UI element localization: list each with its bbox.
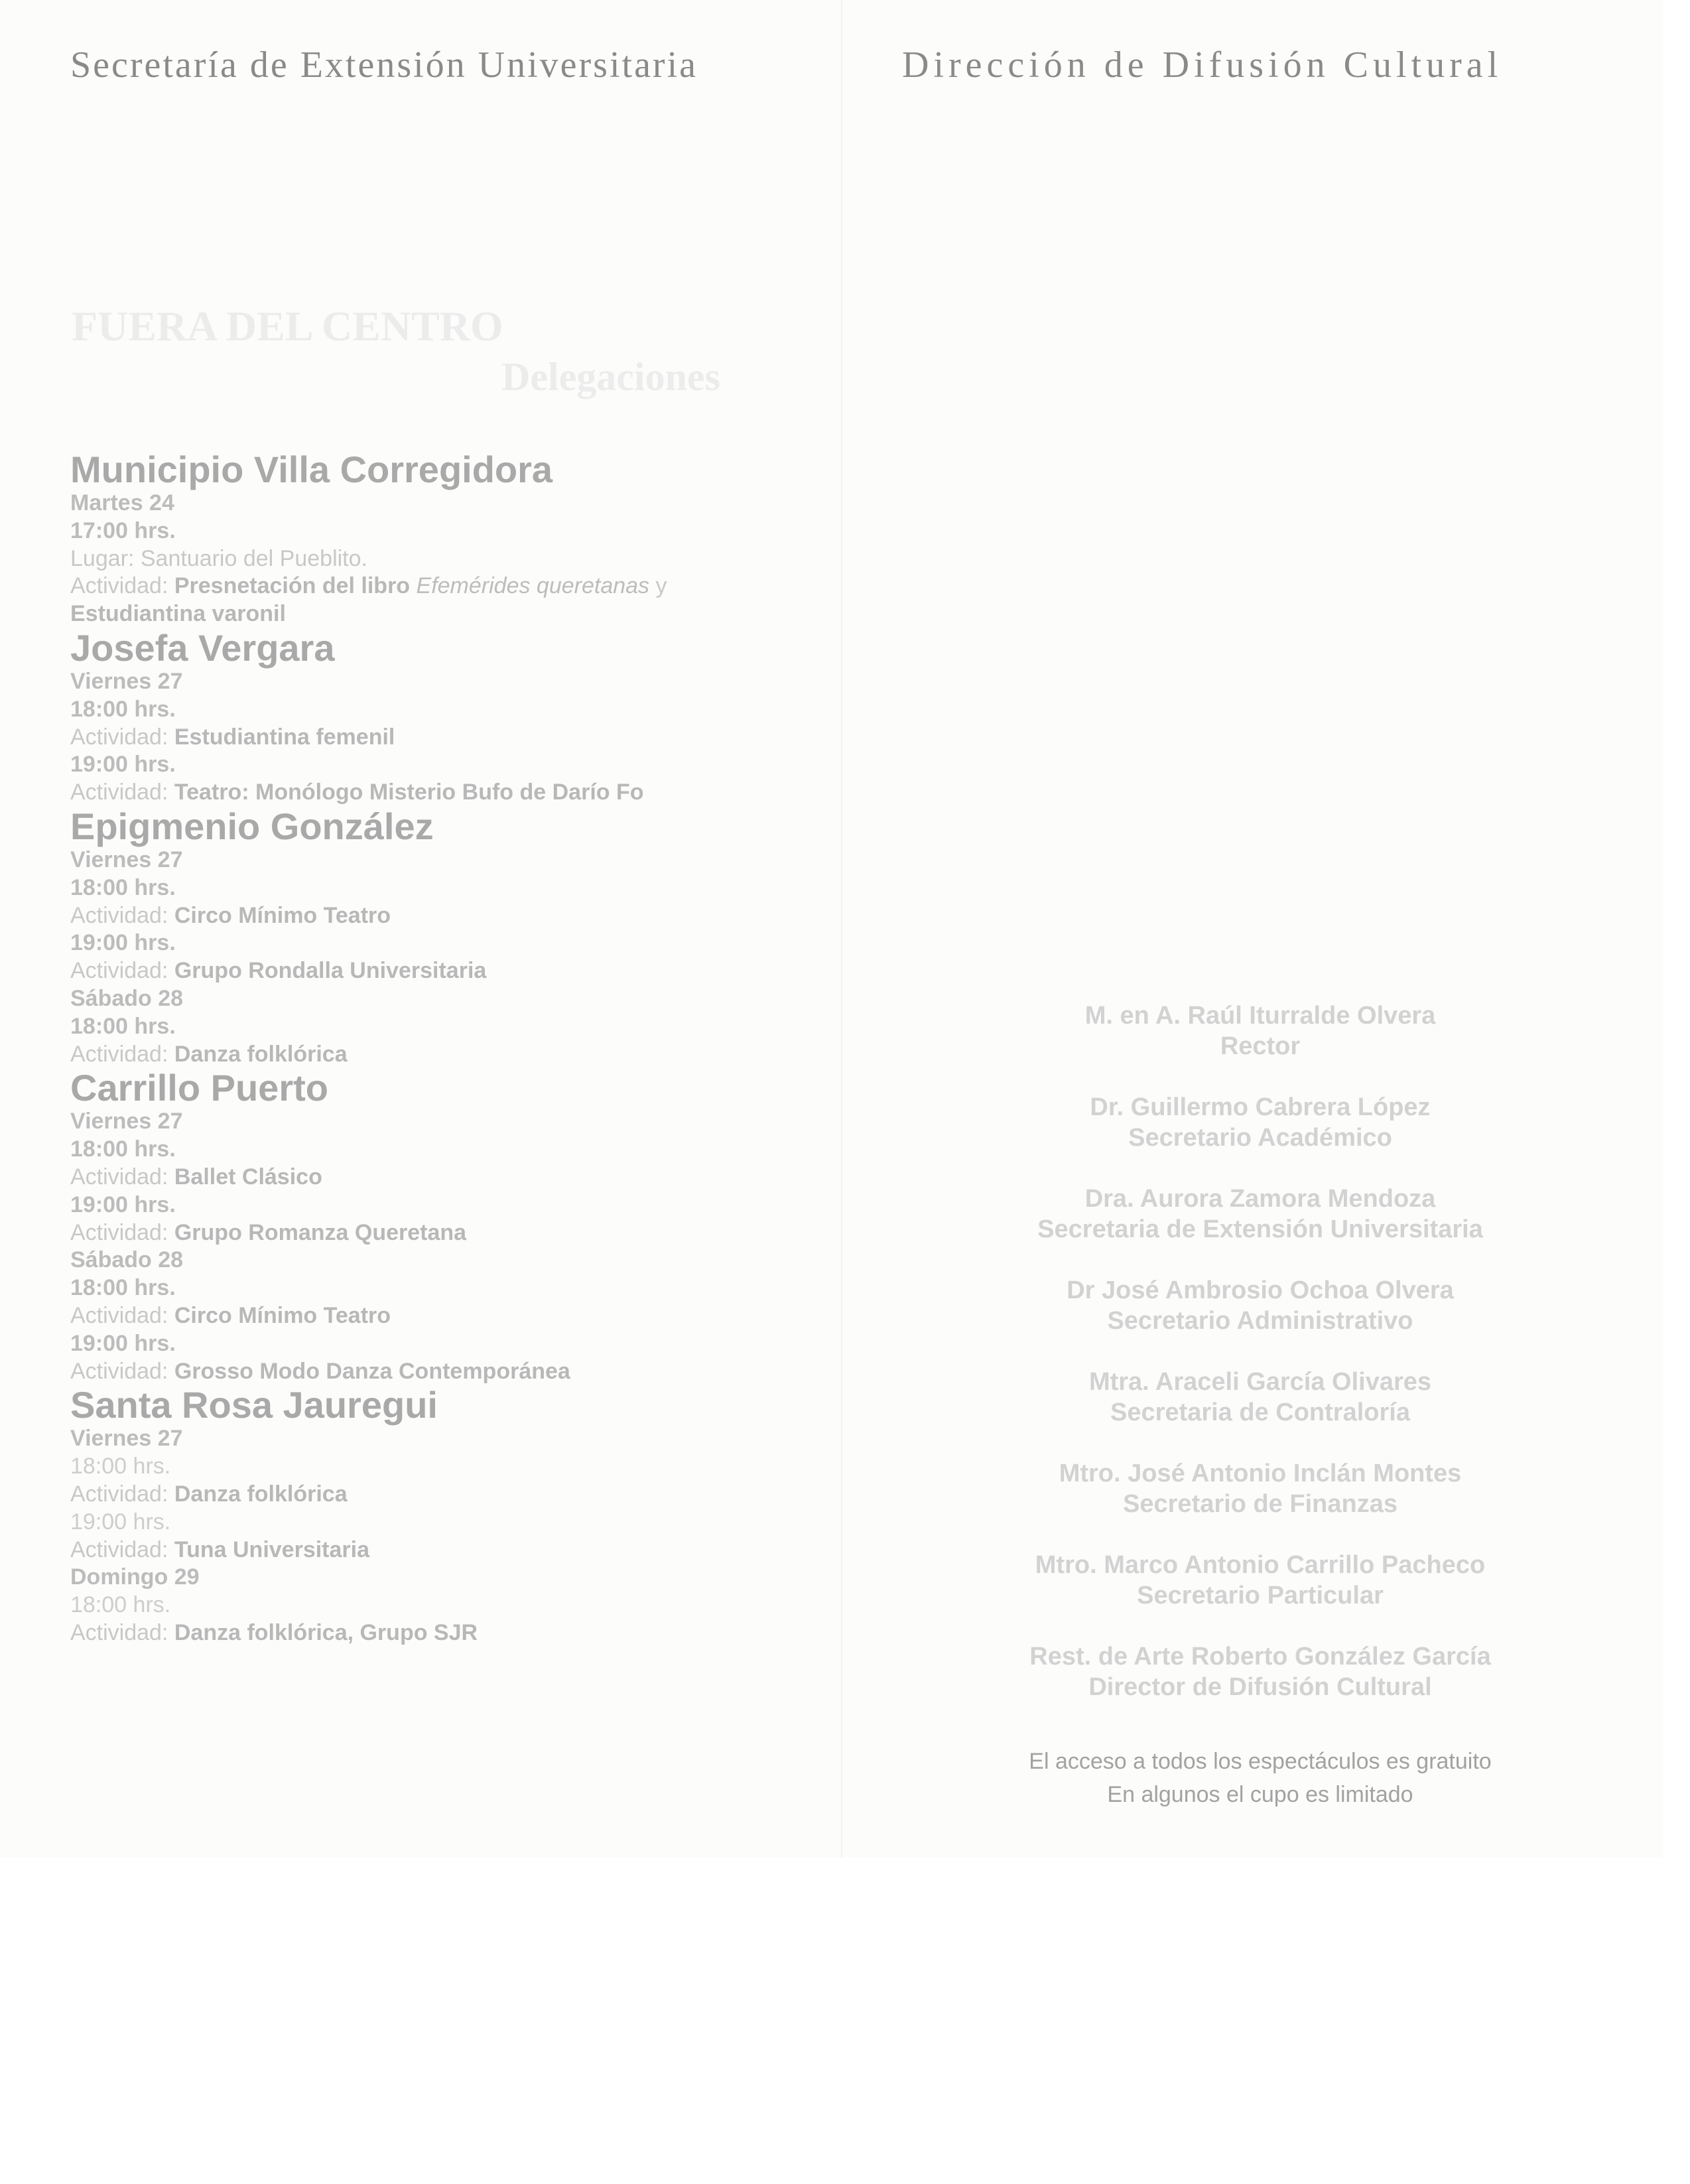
activity-label: Actividad: xyxy=(70,1536,174,1562)
venue-name: Municipio Villa Corregidora xyxy=(70,448,553,490)
venue-block-villa-corregidora xyxy=(70,450,813,628)
official-entry xyxy=(995,1275,1526,1336)
fold-line xyxy=(841,0,842,1858)
official-role: Rector xyxy=(1220,1032,1301,1060)
event-activity xyxy=(70,1164,813,1192)
event-activity xyxy=(70,902,813,930)
event-activity xyxy=(70,1536,813,1564)
venue-block-josefa-vergara xyxy=(70,628,813,807)
venue-name: Carrillo Puerto xyxy=(70,1067,328,1109)
official-name: Dr José Ambrosio Ochoa Olvera xyxy=(1067,1276,1454,1304)
book-title: Efemérides queretanas xyxy=(416,573,650,599)
official-name: Mtro. José Antonio Inclán Montes xyxy=(1059,1460,1462,1487)
event-activity xyxy=(70,1358,813,1386)
official-role: Secretario Académico xyxy=(1128,1124,1392,1152)
event-activity xyxy=(70,779,813,807)
event-day: Viernes 27 xyxy=(70,847,183,872)
official-entry xyxy=(995,1641,1526,1702)
activity-label: Actividad: xyxy=(70,780,174,805)
officials-list xyxy=(995,1000,1526,1733)
event-day: Sábado 28 xyxy=(70,985,184,1011)
activity-label: Actividad: xyxy=(70,1481,174,1507)
activity-label: Actividad: xyxy=(70,573,174,599)
activity-value: Grosso Modo Danza Contemporánea xyxy=(174,1358,570,1384)
official-role: Secretaria de Contraloría xyxy=(1110,1399,1410,1426)
activity-value: Circo Mínimo Teatro xyxy=(174,1302,391,1328)
activity-value: Danza folklórica xyxy=(174,1041,348,1067)
event-time: 18:00 hrs. xyxy=(70,1592,171,1618)
activity-label: Actividad: xyxy=(70,1041,174,1067)
official-name: Mtra. Araceli García Olivares xyxy=(1088,1368,1432,1396)
official-entry xyxy=(995,1367,1526,1428)
event-activity xyxy=(70,1302,813,1330)
schedule xyxy=(70,450,813,1647)
official-name: Dra. Aurora Zamora Mendoza xyxy=(1084,1185,1436,1213)
event-activity xyxy=(70,1219,813,1247)
official-role: Secretario Particular xyxy=(1137,1582,1384,1609)
activity-label: Actividad: xyxy=(70,1619,174,1645)
official-entry xyxy=(995,1000,1526,1061)
activity-label: Actividad: xyxy=(70,902,174,928)
activity-conjunction: y xyxy=(649,573,667,599)
event-day: Domingo 29 xyxy=(70,1564,200,1590)
venue-name: Josefa Vergara xyxy=(70,626,335,669)
event-activity-continued xyxy=(70,600,813,628)
event-time: 18:00 hrs. xyxy=(70,1013,176,1039)
activity-value: Tuna Universitaria xyxy=(174,1536,369,1562)
activity-value: Estudiantina varonil xyxy=(70,601,286,627)
event-day: Viernes 27 xyxy=(70,1109,183,1134)
official-entry xyxy=(995,1092,1526,1153)
event-activity xyxy=(70,1481,813,1509)
access-note-line: El acceso a todos los espectáculos es gratuito xyxy=(1029,1749,1492,1774)
official-name: Mtro. Marco Antonio Carrillo Pacheco xyxy=(1035,1551,1486,1579)
event-time: 19:00 hrs. xyxy=(70,930,176,956)
event-day: Sábado 28 xyxy=(70,1247,184,1273)
activity-value: Estudiantina femenil xyxy=(174,724,395,750)
event-time: 18:00 hrs. xyxy=(70,874,176,900)
venue-name: Epigmenio González xyxy=(70,805,434,847)
activity-value: Grupo Romanza Queretana xyxy=(174,1219,467,1245)
event-activity xyxy=(70,724,813,752)
header-right: Dirección de Difusión Cultural xyxy=(902,44,1503,86)
official-name: Dr. Guillermo Cabrera López xyxy=(1090,1093,1431,1121)
official-name: Rest. de Arte Roberto González García xyxy=(1029,1643,1491,1671)
official-role: Secretario Administrativo xyxy=(1107,1307,1413,1335)
official-entry xyxy=(995,1184,1526,1245)
event-time: 18:00 hrs. xyxy=(70,1275,176,1301)
event-time: 18:00 hrs. xyxy=(70,1454,171,1479)
official-role: Secretaria de Extensión Universitaria xyxy=(1037,1215,1483,1243)
event-time: 19:00 hrs. xyxy=(70,1330,176,1356)
activity-label: Actividad: xyxy=(70,1164,174,1190)
event-time: 18:00 hrs. xyxy=(70,696,176,722)
activity-value: Circo Mínimo Teatro xyxy=(174,902,391,928)
event-time: 19:00 hrs. xyxy=(70,1509,171,1535)
access-note xyxy=(995,1745,1526,1811)
venue-name: Santa Rosa Jauregui xyxy=(70,1384,438,1426)
official-entry xyxy=(995,1458,1526,1519)
event-time: 17:00 hrs. xyxy=(70,517,176,543)
activity-value: Presnetación del libro xyxy=(174,573,417,599)
section-subtitle: Delegaciones xyxy=(501,355,720,399)
event-time: 18:00 hrs. xyxy=(70,1136,176,1162)
venue-block-carrillo-puerto xyxy=(70,1068,813,1385)
event-time: 19:00 hrs. xyxy=(70,1192,176,1217)
venue-block-santa-rosa-jauregui xyxy=(70,1385,813,1647)
venue-block-epigmenio-gonzalez xyxy=(70,807,813,1068)
official-name: M. en A. Raúl Iturralde Olvera xyxy=(1084,1002,1436,1030)
event-activity xyxy=(70,957,813,985)
official-role: Director de Difusión Cultural xyxy=(1088,1673,1432,1701)
activity-label: Actividad: xyxy=(70,1219,174,1245)
activity-value: Danza folklórica, Grupo SJR xyxy=(174,1619,478,1645)
event-time: 19:00 hrs. xyxy=(70,752,176,778)
activity-value: Teatro: Monólogo Misterio Bufo de Darío Fo xyxy=(174,780,644,805)
official-role: Secretario de Finanzas xyxy=(1123,1490,1398,1518)
access-note-line: En algunos el cupo es limitado xyxy=(1107,1782,1413,1807)
section-title: FUERA DEL CENTRO xyxy=(72,303,503,350)
event-activity xyxy=(70,573,813,600)
activity-value: Ballet Clásico xyxy=(174,1164,322,1190)
event-day: Martes 24 xyxy=(70,490,174,515)
official-entry xyxy=(995,1550,1526,1611)
header-left: Secretaría de Extensión Universitaria xyxy=(70,44,698,86)
activity-label: Actividad: xyxy=(70,1358,174,1384)
activity-label: Actividad: xyxy=(70,1302,174,1328)
activity-value: Grupo Rondalla Universitaria xyxy=(174,958,487,984)
activity-label: Actividad: xyxy=(70,724,174,750)
event-day: Viernes 27 xyxy=(70,1426,183,1452)
event-activity xyxy=(70,1619,813,1647)
event-activity xyxy=(70,1041,813,1069)
event-day: Viernes 27 xyxy=(70,668,183,694)
event-location: Lugar: Santuario del Pueblito. xyxy=(70,545,367,571)
activity-value: Danza folklórica xyxy=(174,1481,348,1507)
activity-label: Actividad: xyxy=(70,958,174,984)
